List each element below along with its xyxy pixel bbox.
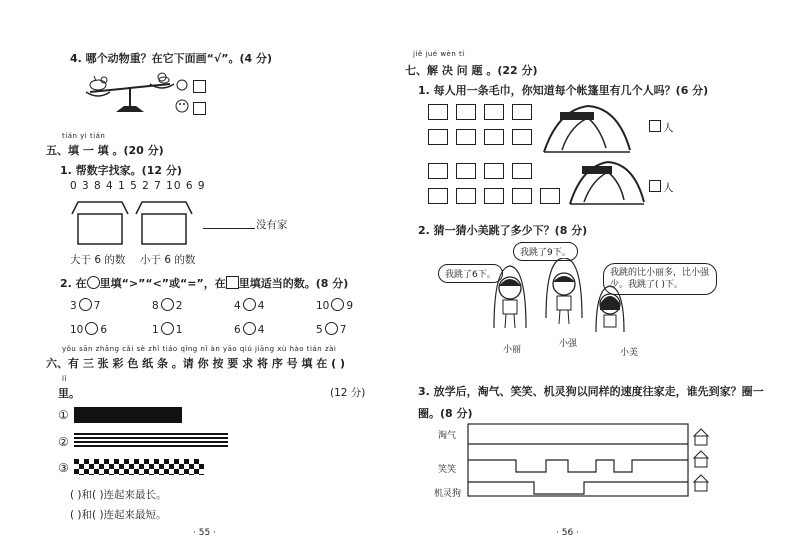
- number-list: 0 3 8 4 1 5 2 7 10 6 9: [70, 180, 206, 192]
- animals-small-icon: [174, 78, 190, 120]
- towel-icon: [512, 104, 532, 120]
- s6-pinyin: yǒu sān zhāng cǎi sè zhǐ tiáo qǐng nǐ àn yāo qiú jiāng xù hào tián zài: [62, 345, 337, 353]
- route-xiaoxiao: [468, 460, 688, 472]
- towel-icon: [540, 188, 560, 204]
- strip-number-1: ①: [58, 408, 69, 422]
- box-icon: [226, 276, 239, 289]
- compare-item: 6 4: [234, 324, 265, 336]
- s6-score: (12 分): [330, 387, 366, 399]
- label-greater-6: 大于 6 的数: [70, 254, 126, 266]
- towel-icon: [428, 104, 448, 120]
- boy-xiaoqiang-icon: [546, 258, 582, 324]
- house-icon: [694, 429, 708, 491]
- towel-icon: [484, 104, 504, 120]
- towel-icon: [428, 129, 448, 145]
- page-number-right: · 56 ·: [556, 528, 579, 538]
- towel-icon: [428, 188, 448, 204]
- name-xiaoli: 小丽: [503, 345, 522, 355]
- s6-pinyin-2: lǐ: [62, 375, 67, 383]
- answer-circle[interactable]: [331, 298, 344, 311]
- towel-icon: [512, 163, 532, 179]
- label-less-6: 小于 6 的数: [140, 254, 196, 266]
- q5-2-title: 2. 在 里填“>”“<”或“=”，在 里填适当的数。(8 分): [60, 277, 349, 290]
- q5-1-title: 1. 帮数字找家。(12 分): [60, 164, 182, 177]
- answer-box[interactable]: [193, 80, 206, 93]
- animal-icon: [158, 73, 169, 83]
- circle-icon: [87, 276, 100, 289]
- compare-item: 8 2: [152, 300, 183, 312]
- route-label-jilinggou: 机灵狗: [434, 489, 462, 499]
- route-label-xiaoxiao: 笑笑: [438, 465, 457, 475]
- s5-title: 五、填 一 填 。(20 分): [46, 144, 164, 157]
- answer-circle[interactable]: [79, 298, 92, 311]
- route-diagram: [466, 420, 716, 500]
- answer-circle[interactable]: [85, 322, 98, 335]
- unit-person-2: 人: [663, 182, 674, 194]
- name-xiaoqiang: 小强: [559, 339, 578, 349]
- answer-circle[interactable]: [161, 322, 174, 335]
- answer-shortest: ( )和( )连起来最短。: [70, 509, 167, 521]
- q7-2-title: 2. 猜一猜小美跳了多少下？(8 分): [418, 224, 588, 237]
- no-home-blank[interactable]: [203, 228, 255, 229]
- answer-box[interactable]: [649, 180, 661, 192]
- q7-3-title: 3. 放学后，淘气、笑笑、机灵狗以同样的速度往家走，谁先到家？圈一: [418, 385, 764, 398]
- speech-bubble: 我跳了9下。: [513, 242, 578, 261]
- s6-title: 六、有 三 张 彩 色 纸 条 。请 你 按 要 求 将 序 号 填 在 ( ): [46, 357, 345, 370]
- towel-icon: [456, 163, 476, 179]
- towel-icon: [484, 129, 504, 145]
- compare-item: 10 9: [316, 300, 354, 312]
- tent-icon: [566, 156, 646, 208]
- towel-icon: [512, 188, 532, 204]
- compare-item: 1 1: [152, 324, 183, 336]
- tent-icon: [540, 100, 632, 156]
- girl-xiaoli-icon: [494, 266, 526, 328]
- answer-circle[interactable]: [325, 322, 338, 335]
- s6-title-2: 里。: [58, 387, 80, 400]
- q7-3-title-2: 圈。(8 分): [418, 407, 473, 420]
- speech-bubble: 我跳的比小丽多，比小强少。我跳了( )下。: [603, 263, 717, 295]
- towel-icon: [512, 129, 532, 145]
- towel-icon: [456, 129, 476, 145]
- towel-icon: [456, 188, 476, 204]
- strip-2-striped: [74, 433, 228, 449]
- answer-box[interactable]: [193, 102, 206, 115]
- towel-icon: [428, 163, 448, 179]
- route-jilinggou: [468, 482, 688, 494]
- houses-illustration: [70, 198, 195, 248]
- s7-pinyin: jiě jué wèn tí: [413, 50, 465, 58]
- children-jumping-rope-illustration: [490, 258, 650, 338]
- speech-bubble: 我跳了6下。: [438, 264, 503, 283]
- q4-title: 4. 哪个动物重？在它下面画“√”。(4 分): [70, 52, 272, 65]
- compare-item: 10 6: [70, 324, 108, 336]
- answer-longest: ( )和( )连起来最长。: [70, 489, 167, 501]
- towel-icon: [456, 104, 476, 120]
- strip-3-checkered: [74, 459, 204, 475]
- compare-item: 3 7: [70, 300, 101, 312]
- animal-icon: [90, 76, 107, 90]
- answer-box[interactable]: [649, 120, 661, 132]
- page-number-left: · 55 ·: [193, 528, 216, 538]
- towel-icon: [484, 163, 504, 179]
- answer-circle[interactable]: [243, 298, 256, 311]
- q7-1-title: 1. 每人用一条毛巾，你知道每个帐篷里有几个人吗？(6 分): [418, 84, 709, 97]
- s5-pinyin: tián yi tián: [62, 132, 106, 140]
- answer-circle[interactable]: [161, 298, 174, 311]
- unit-person-1: 人: [663, 122, 674, 134]
- strip-1-solid: [74, 407, 182, 423]
- compare-item: 5 7: [316, 324, 347, 336]
- girl-xiaomei-icon: [596, 286, 624, 332]
- answer-circle[interactable]: [243, 322, 256, 335]
- strip-number-3: ③: [58, 461, 69, 475]
- s7-title: 七、解 决 问 题 。(22 分): [405, 64, 538, 77]
- towel-icon: [484, 188, 504, 204]
- name-xiaomei: 小美: [620, 348, 639, 358]
- no-home-label: 没有家: [256, 219, 288, 231]
- route-label-taoqi: 淘气: [438, 431, 457, 441]
- strip-number-2: ②: [58, 435, 69, 449]
- compare-item: 4 4: [234, 300, 265, 312]
